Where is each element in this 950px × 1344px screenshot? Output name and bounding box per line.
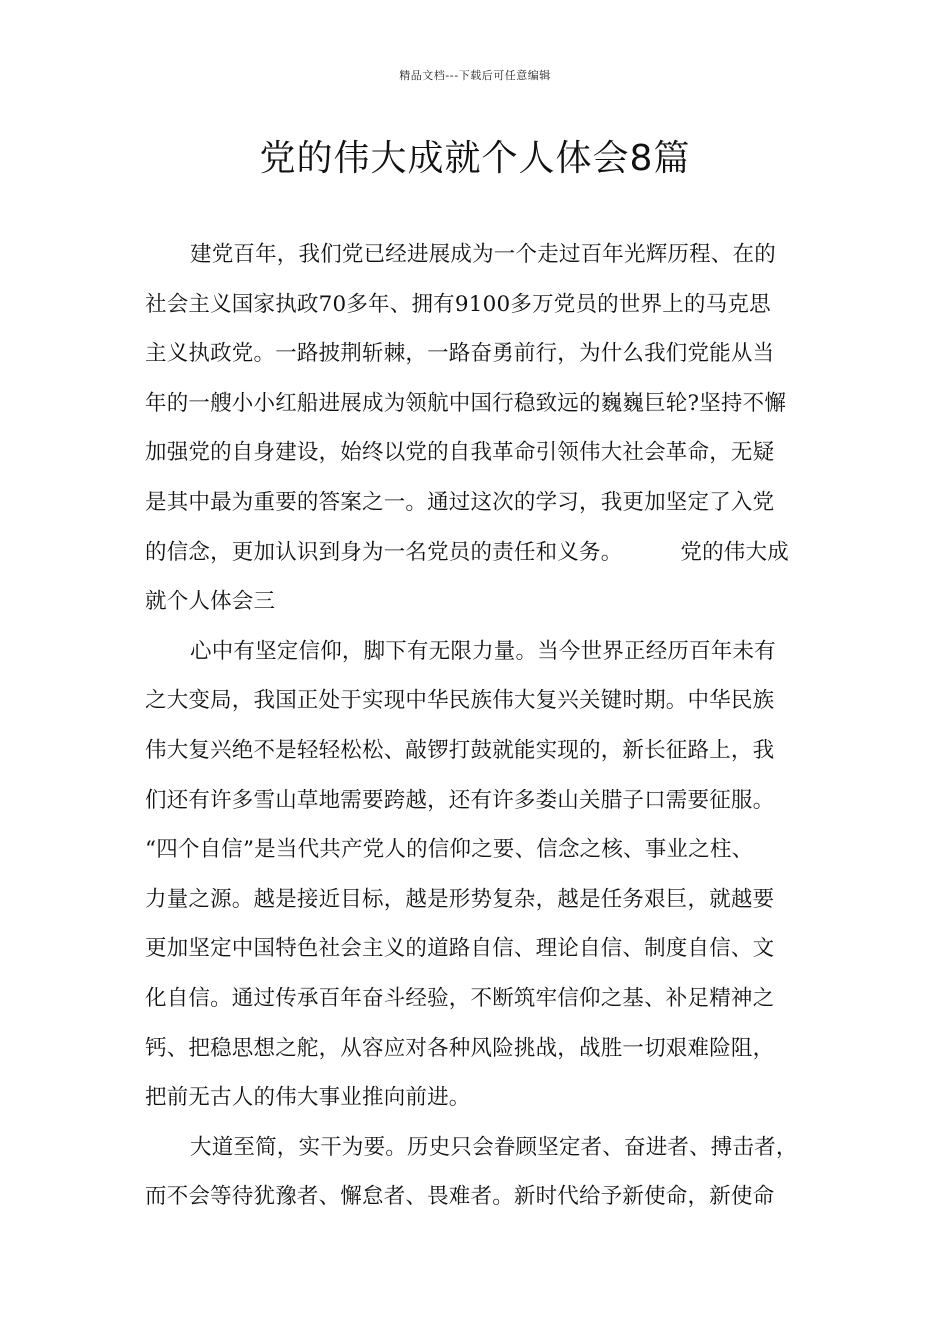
document-body (145, 230, 810, 1222)
section-heading-start: 党的伟大成 (680, 539, 789, 565)
paragraph-1-last-line (145, 528, 810, 578)
header-note: 精品文档---下载后可任意编辑 (399, 69, 551, 82)
section-heading-end: 就个人体会三 (145, 589, 276, 615)
paragraph-2-line: 心中有坚定信仰，脚下有无限力量。当今世界正经历百年未有 (190, 638, 776, 664)
paragraph-1-line: 主义执政党。一路披荆斩棘，一路奋勇前行，为什么我们党能从当 (145, 341, 775, 367)
paragraph-2-line: “四个自信”是当代共产党人的信仰之要、信念之核、事业之柱、 (145, 837, 754, 863)
paragraph-2-line: 伟大复兴绝不是轻轻松松、敲锣打鼓就能实现的，新长征路上，我 (145, 737, 775, 763)
paragraph-1-line: 社会主义国家执政70多年、拥有9100多万党员的世界上的马克思 (145, 291, 771, 317)
paragraph-1-line: 建党百年，我们党已经进展成为一个走过百年光辉历程、在的 (190, 242, 776, 267)
paragraph-2-line: 钙、把稳思想之舵，从容应对各种风险挑战，战胜一切艰难险阻， (145, 1035, 775, 1061)
paragraph-2-line: 们还有许多雪山草地需要跨越，还有许多娄山关腊子口需要征服。 (145, 787, 775, 813)
paragraph-2-line: 力量之源。越是接近目标，越是形势复杂，越是任务艰巨，就越要 (145, 886, 775, 912)
paragraph-3-line: 而不会等待犹豫者、懈怠者、畏难者。新时代给予新使命，新使命 (145, 1184, 775, 1210)
paragraph-1-line: 加强党的自身建设，始终以党的自我革命引领伟大社会革命，无疑 (145, 440, 775, 466)
paragraph-2-line: 之大变局，我国正处于实现中华民族伟大复兴关键时期。中华民族 (145, 688, 775, 714)
paragraph-1-last-text: 的信念，更加认识到身为一名党员的责任和义务。 (145, 539, 623, 565)
paragraph-3-line: 大道至简，实干为要。历史只会眷顾坚定者、奋进者、搏击者， (190, 1134, 798, 1160)
paragraph-2-line: 更加坚定中国特色社会主义的道路自信、理论自信、制度自信、文 (145, 936, 775, 962)
paragraph-1-line: 是其中最为重要的答案之一。通过这次的学习，我更加坚定了入党 (145, 489, 775, 515)
paragraph-1-line: 年的一艘小小红船进展成为领航中国行稳致远的巍巍巨轮?坚持不懈 (145, 390, 787, 416)
paragraph-2-line: 把前无古人的伟大事业推向前进。 (145, 1085, 471, 1111)
paragraph-3 (145, 1123, 810, 1222)
paragraph-1 (145, 230, 810, 627)
document-title: 党的伟大成就个人体会8篇 (259, 138, 691, 179)
paragraph-2-line: 化自信。通过传承百年奋斗经验，不断筑牢信仰之基、补足精神之 (145, 985, 775, 1011)
paragraph-2 (145, 627, 810, 1123)
